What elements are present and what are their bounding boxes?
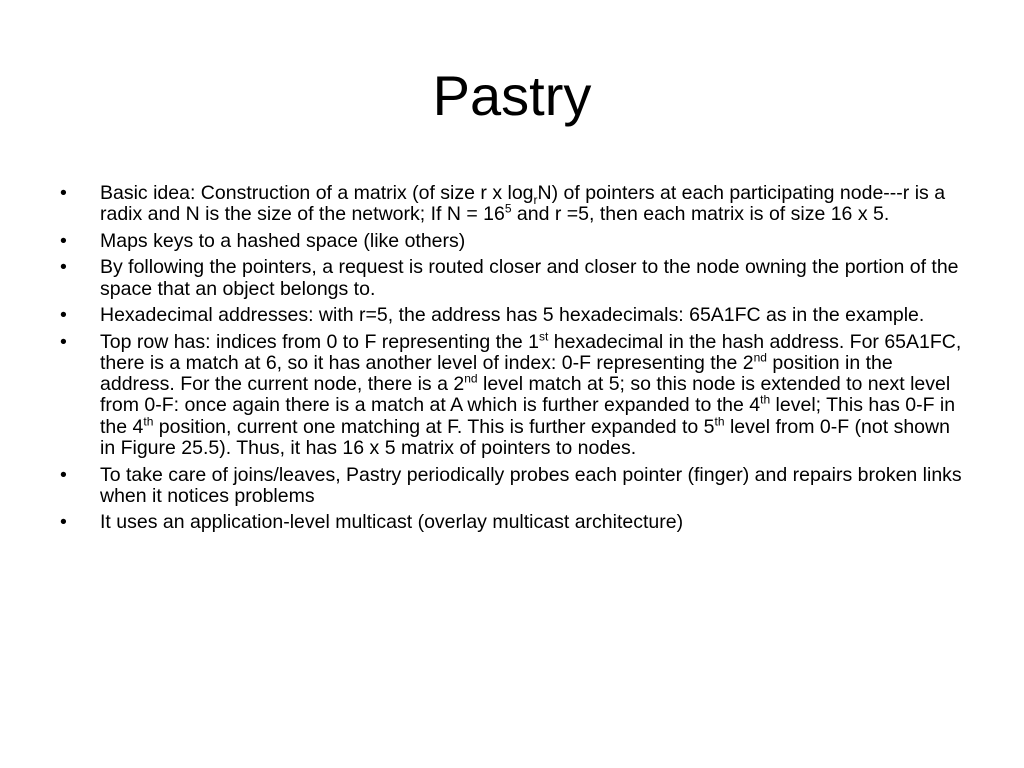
bullet-text-sup: nd — [753, 350, 767, 365]
bullet-dot: • — [60, 229, 67, 252]
bullet-dot: • — [60, 330, 67, 353]
bullet-text-run: N) of pointers at each participating node---r is a radix and N is the size of the network; If N = 16 — [100, 182, 946, 226]
bullet-item — [60, 512, 965, 533]
bullet-dot: • — [60, 463, 67, 486]
bullet-text-run: position in the address. For the current node, there is a 2 — [100, 351, 893, 396]
bullet-text-sup: 5 — [504, 201, 512, 216]
bullet-text — [100, 464, 962, 507]
bullet-text-run: level from 0-F (not shown in Figure 25.5). Thus, it has 16 x 5 matrix of pointers to nodes. — [100, 415, 950, 460]
bullet-text-run: To take care of joins/leaves, Pastry periodically probes each pointer (finger) and repairs broken links when it notices problems — [100, 463, 962, 507]
bullet-text — [100, 331, 961, 459]
bullet-text-run: It uses an application-level multicast (overlay multicast architecture) — [100, 511, 684, 534]
bullet-text-run: position, current one matching at F. This is further expanded to 5 — [153, 415, 715, 438]
bullet-item — [60, 183, 965, 226]
bullet-dot: • — [60, 304, 67, 327]
bullet-text-sub: r — [533, 192, 538, 207]
bullet-text-run: Top row has: indices from 0 to F representing the 1 — [100, 330, 539, 353]
bullet-item — [60, 257, 965, 300]
bullet-item — [60, 329, 965, 460]
bullet-text-run: Hexadecimal addresses: with r=5, the address has 5 hexadecimals: 65A1FC as in the example. — [100, 304, 925, 327]
bullet-item — [60, 465, 965, 508]
bullet-text — [100, 511, 683, 533]
bullet-text-run: By following the pointers, a request is routed closer and closer to the node owning the portion of the space that an object belongs to. — [100, 256, 959, 300]
bullet-dot: • — [60, 256, 67, 279]
bullet-item — [60, 231, 965, 252]
bullet-text-sup: th — [143, 414, 154, 429]
bullet-text-run: Maps keys to a hashed space (like others) — [100, 229, 466, 252]
bullet-text-sup: th — [760, 392, 771, 407]
bullet-dot: • — [60, 511, 67, 534]
bullet-text-run: level match at 5; so this node is extended to next level from 0-F: once again there is a match at A which is further expanded to the 4 — [100, 373, 951, 417]
bullet-dot: • — [60, 182, 67, 204]
bullet-text — [100, 304, 924, 326]
bullet-text-run: Basic idea: Construction of a matrix (of size r x log — [100, 182, 534, 204]
slide-title: Pastry — [432, 64, 592, 127]
bullet-text — [100, 230, 465, 252]
bullet-text-run: hexadecimal in the hash address. For 65A1FC, there is a match at 6, so it has another level of index: 0-F representing the 2 — [100, 330, 962, 374]
bullet-text-sup: nd — [464, 371, 478, 386]
bullet-text-sup: st — [538, 329, 549, 344]
bullet-text-sup: th — [714, 414, 725, 429]
bullet-text — [100, 256, 959, 299]
bullet-list — [60, 183, 965, 539]
bullet-text — [100, 182, 945, 225]
bullet-text-run: and r =5, then each matrix is of size 16 x 5. — [511, 203, 890, 226]
bullet-text-run: level; This has 0-F in the 4 — [100, 394, 956, 438]
bullet-item — [60, 305, 965, 326]
